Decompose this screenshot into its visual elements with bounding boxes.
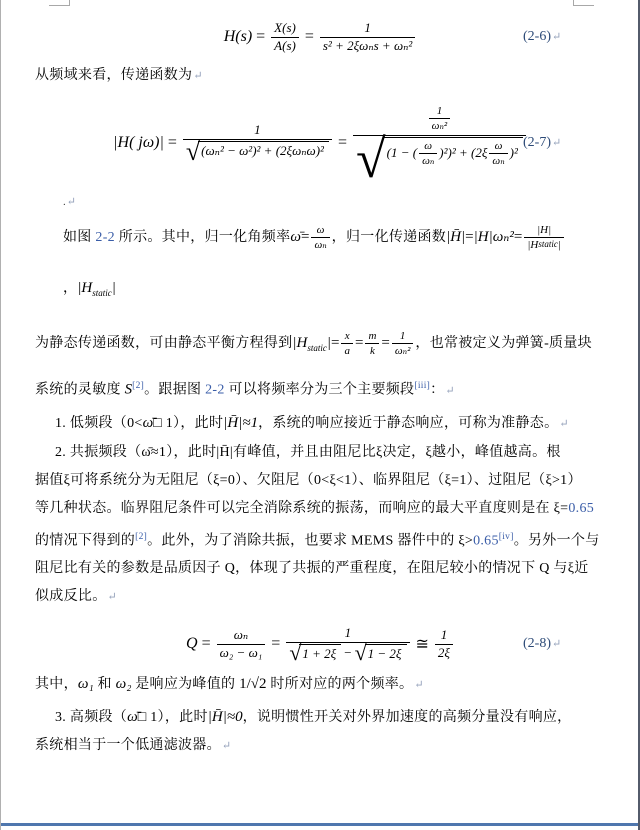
citation-sup: [iv] (498, 531, 514, 542)
stray-dot: . (63, 196, 66, 208)
math-fraction: $\frac{\omega}{\text{ωₙ}}$ (489, 140, 507, 167)
equation-2-7-math (113, 104, 528, 189)
paragraph-normalized-line1: 如图 2-2 所示。其中，归一化角频率ω̄= $\frac{\omega}{\text{ωₙ}}$ ，归一化传递函数|H̄|=|H|ωₙ²= |H| |H static | ，$|H_{static}|$ (35, 212, 606, 318)
paragraph-mark: ↵ (221, 740, 232, 753)
paragraph-mark: ↵ (559, 417, 569, 430)
math-inline: ω₂ (115, 676, 132, 693)
paragraph-mark: ↵ (552, 638, 562, 651)
list-item-2-line1: 2. 共振频段（ω̄≈1），此时|H̄|有峰值，并且由阻尼比ξ决定，ξ越小，峰值越高。根 (55, 444, 561, 460)
math-inline: S (124, 381, 133, 398)
paragraph-mark: ↵ (107, 591, 118, 604)
math-fraction: $\frac{x}{a}$ (341, 330, 353, 357)
math-fraction: |H| |H static | (524, 224, 564, 251)
math-inline: ω̄ (290, 229, 301, 245)
paragraph-mark: ↵ (445, 384, 455, 397)
intro-line (35, 62, 606, 90)
math-fraction: 1 √ (ωₙ² − ω²)² + (2ξωₙω)² (183, 123, 332, 163)
list-item-2-line5: 阻尼比有关的参数是品质因子 Q，体现了共振的严重程度，在阻尼较小的情况下 Q 与ξ近 (35, 561, 589, 577)
paragraph-mark: ↵ (193, 70, 203, 82)
math-fraction: $\frac{1}{2\xi}$ (435, 628, 453, 661)
list-item-2-line2: 据值ξ可将系统分为无阻尼（ξ=0）、欠阻尼（0<ξ<1）、临界阻尼（ξ=1）、过阻尼（ξ>1） (35, 472, 582, 488)
math-fraction: 1 √ 1 + 2ξ − √ 1 − 2ξ (286, 626, 409, 663)
math-fraction (353, 104, 526, 189)
math-inline: $|H_{static}|$ (77, 280, 116, 298)
paragraph-mark: ↵ (552, 137, 562, 149)
list-item-3-line1: 3. 高频段（ω̄□ 1），此时|H̄|≈0，说明惯性开关对外界加速度的高频分量没有响应， (55, 709, 572, 726)
math-inline: |H̄| (446, 229, 466, 245)
math-fraction: $\frac{m}{k}$ (365, 330, 379, 357)
equals-sign: = (304, 28, 314, 45)
paragraph-normalized-line2: 为静态传递函数，可由静态平衡方程得到$|H_{static}|=$ $\frac{x}{a}$ = $\frac{m}{k}$ = $\frac{1}{\text{ωₙ²}}$ ，也常被定义为弹簧-质量块 (35, 330, 592, 358)
list-item-2-line6: 似成反比。↵ (35, 589, 118, 605)
list-item-2-line3: 等几种状态。临界阻尼条件可以完全消除系统的振荡，而响应的最大平直度则是在 ξ=0.65 (35, 500, 595, 516)
math-fraction: $\frac{1}{\text{ωₙ²}}$ (392, 330, 414, 357)
paragraph-mark: ↵ (414, 679, 424, 692)
math-inline: 1/√2 (239, 676, 267, 693)
eq28-lhs: Q (186, 635, 198, 653)
paragraph-normalized-line3: 系统的灵敏度 S[2]。跟据图 2-2 可以将频率分为三个主要频段[iii]：↵ (35, 381, 455, 398)
equals-sign: = (201, 635, 211, 653)
math-fraction: $\frac{1}{\text{ωₙ²}}$ (429, 105, 451, 132)
empty-paragraph (35, 196, 606, 210)
equation-2-8-math (186, 626, 455, 663)
math-inline: ω̄ (127, 709, 138, 726)
paragraph-mark: ↵ (66, 196, 76, 208)
equation-number: (2-8)↵ (523, 636, 562, 652)
list-item-1: 1. 低频段（0<ω̄□ 1），此时|H̄|≈1，系统的响应接近于静态响应，可称为准静态。↵ (55, 414, 569, 431)
square-root: √ (ωₙ² − ω²)² + (2ξωₙω)² (186, 141, 329, 163)
approx-sign: ≅ (415, 636, 429, 654)
page-content (35, 0, 606, 760)
citation-sup: [2] (135, 531, 148, 542)
paragraph-mark: ↵ (552, 31, 562, 43)
square-root: √ 1 + 2ξ (289, 644, 341, 663)
figure-ref: 2-2 (95, 230, 115, 245)
minus-sign: − (344, 644, 352, 660)
equation-2-8 (35, 619, 606, 669)
math-fraction: $\frac{\text{ωₙ}}{\text{ω₂ − ω₁}}$ (217, 628, 266, 661)
citation-sup: [2] (132, 381, 145, 391)
equals-sign: = (167, 133, 177, 151)
math-fraction: $\frac{\omega}{\text{ωₙ}}$ (419, 140, 437, 167)
eq27-lhs: |H( jω)| (113, 133, 164, 151)
paragraph-omega: 其中，ω₁ 和 ω₂ 是响应为峰值的 1/√2 时所对应的两个频率。↵ (35, 676, 424, 693)
equation-2-7 (35, 98, 606, 188)
math-inline: |H̄|≈1 (223, 414, 259, 431)
list-item-3-line2: 系统相当于一个低通滤波器。↵ (35, 738, 232, 754)
equation-number: (2-7)↵ (523, 135, 562, 150)
math-inline: $|H_{static}|$ (292, 335, 331, 353)
intro-text: 从频域来看，传递函数为 (35, 68, 193, 83)
citation-sup: [iii] (414, 381, 431, 391)
equation-2-6 (35, 14, 606, 60)
value-ref: 0.65 (473, 533, 499, 549)
math-fraction: $\frac{X(s)}{A(s)}$ (271, 21, 299, 54)
equals-sign: = (337, 133, 347, 151)
equals-sign: = (256, 28, 266, 45)
math-inline: ω̄ (142, 414, 154, 431)
math-fraction: $\frac{1}{\text{s² + 2ξωₙs + ωₙ²}}$ (320, 21, 415, 54)
math-inline: |H̄|≈0 (207, 709, 243, 726)
math-inline: |H|ωₙ² (473, 229, 514, 245)
eq26-lhs: H(s) (223, 28, 253, 45)
math-inline: ω₁ (77, 676, 94, 693)
equation-number: (2-6)↵ (523, 29, 562, 44)
square-root: √ 1 − 2ξ (355, 644, 407, 663)
list-item-2-line4: 的情况下得到的[2]。此外，为了消除共振，也要求 MEMS 器件中的 ξ>0.65[iv]。另外一个与 (35, 531, 600, 549)
figure-ref: 2-2 (205, 382, 225, 398)
equals-sign: = (271, 635, 281, 653)
value-ref: 0.65 (568, 500, 595, 516)
page-bottom-edge (1, 823, 638, 826)
square-root: √ (1 − ( $\frac{\omega}{\text{ωₙ}}$ )²)² + (2ξ $\frac{\omega}{\text{ωₙ}}$ )² (356, 137, 523, 181)
equation-2-6-math (224, 21, 418, 54)
math-fraction: $\frac{\omega}{\text{ωₙ}}$ (311, 224, 329, 251)
